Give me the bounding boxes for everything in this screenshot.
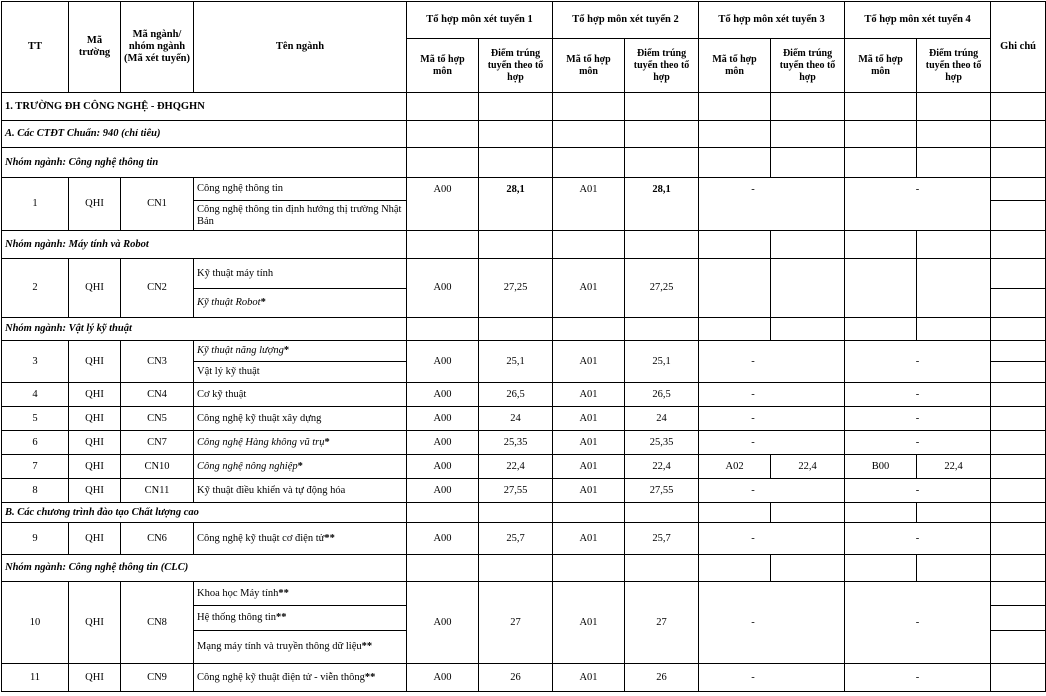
cell-name: Kỹ thuật Robot* bbox=[194, 289, 407, 318]
cell-note bbox=[991, 289, 1046, 318]
cell-code: CN8 bbox=[121, 582, 194, 664]
cell-combo-2: A01 bbox=[553, 407, 625, 431]
cell-note bbox=[991, 455, 1046, 479]
cell-combo-4: - bbox=[845, 431, 991, 455]
cell-score-1: 26 bbox=[479, 664, 553, 692]
table-row bbox=[2, 479, 1046, 503]
cell-name: Kỹ thuật năng lượng* bbox=[194, 341, 407, 362]
cell-note bbox=[991, 631, 1046, 664]
cell-score-1: 27 bbox=[479, 582, 553, 664]
cell-note bbox=[991, 523, 1046, 555]
cell-combo-1: A00 bbox=[407, 431, 479, 455]
cell-tt: 1 bbox=[2, 178, 69, 231]
cell-combo-3: - bbox=[699, 431, 845, 455]
table-row bbox=[2, 178, 1046, 201]
cell-score-1: 26,5 bbox=[479, 383, 553, 407]
cell-combo-3: - bbox=[699, 479, 845, 503]
cell-code: CN11 bbox=[121, 479, 194, 503]
header-ma-to-hop-1: Mã tổ hợp môn bbox=[407, 39, 479, 93]
cell-combo-2: A01 bbox=[553, 178, 625, 231]
header-to-hop-3: Tổ hợp môn xét tuyển 3 bbox=[699, 2, 845, 39]
cell-combo-4: B00 bbox=[845, 455, 917, 479]
cell-combo-2: A01 bbox=[553, 523, 625, 555]
cell-combo-1: A00 bbox=[407, 178, 479, 231]
cell-combo-1: A00 bbox=[407, 455, 479, 479]
cell-score-2: 27,25 bbox=[625, 259, 699, 318]
cell-score-4: 22,4 bbox=[917, 455, 991, 479]
cell-code: CN2 bbox=[121, 259, 194, 318]
cell-score-2: 25,1 bbox=[625, 341, 699, 383]
cell-school: QHI bbox=[69, 259, 121, 318]
cell-name: Công nghệ kỹ thuật cơ điện tử** bbox=[194, 523, 407, 555]
cell-school: QHI bbox=[69, 455, 121, 479]
header-tt: TT bbox=[2, 2, 69, 93]
cell-combo-3: - bbox=[699, 178, 845, 231]
cell-name: Hệ thống thông tin** bbox=[194, 606, 407, 631]
cell-code: CN5 bbox=[121, 407, 194, 431]
cell-name: Kỹ thuật máy tính bbox=[194, 259, 407, 289]
table-row bbox=[2, 407, 1046, 431]
header-ma-to-hop-3: Mã tổ hợp môn bbox=[699, 39, 771, 93]
section-row bbox=[2, 555, 1046, 582]
cell-school: QHI bbox=[69, 431, 121, 455]
cell-combo-3: - bbox=[699, 664, 845, 692]
table-row bbox=[2, 455, 1046, 479]
cell-code: CN1 bbox=[121, 178, 194, 231]
cell-code: CN3 bbox=[121, 341, 194, 383]
table-row bbox=[2, 664, 1046, 692]
cell-combo-3: - bbox=[699, 582, 845, 664]
cell-score-1: 28,1 bbox=[479, 178, 553, 231]
cell-combo-1: A00 bbox=[407, 341, 479, 383]
cell-combo-4: - bbox=[845, 178, 991, 231]
section-nhom-cntt: Nhóm ngành: Công nghệ thông tin bbox=[2, 148, 407, 178]
section-row bbox=[2, 231, 1046, 259]
cell-note bbox=[991, 664, 1046, 692]
cell-combo-2: A01 bbox=[553, 455, 625, 479]
table-row bbox=[2, 431, 1046, 455]
cell-combo-4: - bbox=[845, 523, 991, 555]
cell-note bbox=[991, 341, 1046, 362]
cell-name: Vật lý kỹ thuật bbox=[194, 362, 407, 383]
cell-tt: 8 bbox=[2, 479, 69, 503]
cell-school: QHI bbox=[69, 407, 121, 431]
header-to-hop-2: Tổ hợp môn xét tuyển 2 bbox=[553, 2, 699, 39]
cell-combo-3: - bbox=[699, 383, 845, 407]
cell-score-2: 26 bbox=[625, 664, 699, 692]
table-row bbox=[2, 259, 1046, 289]
cell-combo-1: A00 bbox=[407, 479, 479, 503]
section-row bbox=[2, 93, 1046, 121]
cell-name: Công nghệ Hàng không vũ trụ* bbox=[194, 431, 407, 455]
cell-combo-2: A01 bbox=[553, 582, 625, 664]
table-row bbox=[2, 383, 1046, 407]
cell-school: QHI bbox=[69, 383, 121, 407]
cell-combo-4: - bbox=[845, 479, 991, 503]
cell-score-1: 25,7 bbox=[479, 523, 553, 555]
cell-score-2: 26,5 bbox=[625, 383, 699, 407]
cell-school: QHI bbox=[69, 341, 121, 383]
section-school: 1. TRƯỜNG ĐH CÔNG NGHỆ - ĐHQGHN bbox=[2, 93, 407, 121]
cell-code: CN6 bbox=[121, 523, 194, 555]
section-nhom-robot: Nhóm ngành: Máy tính và Robot bbox=[2, 231, 407, 259]
cell-school: QHI bbox=[69, 582, 121, 664]
cell-score-3: 22,4 bbox=[771, 455, 845, 479]
cell-score-2: 24 bbox=[625, 407, 699, 431]
header-ghi-chu: Ghi chú bbox=[991, 2, 1046, 93]
cell-combo-1: A00 bbox=[407, 523, 479, 555]
section-a-chuan: A. Các CTĐT Chuẩn: 940 (chỉ tiêu) bbox=[2, 121, 407, 148]
section-nhom-vly: Nhóm ngành: Vật lý kỹ thuật bbox=[2, 318, 407, 341]
cell-tt: 7 bbox=[2, 455, 69, 479]
cell-tt: 10 bbox=[2, 582, 69, 664]
cell-combo-3: - bbox=[699, 341, 845, 383]
table-row bbox=[2, 582, 1046, 606]
cell-score-2: 25,7 bbox=[625, 523, 699, 555]
cell-combo-2: A01 bbox=[553, 383, 625, 407]
cell-score-1: 27,25 bbox=[479, 259, 553, 318]
cell-tt: 4 bbox=[2, 383, 69, 407]
cell-score-1: 25,35 bbox=[479, 431, 553, 455]
cell-name: Cơ kỹ thuật bbox=[194, 383, 407, 407]
cell-combo-1: A00 bbox=[407, 407, 479, 431]
table-row bbox=[2, 523, 1046, 555]
header-ma-nganh: Mã ngành/ nhóm ngành (Mã xét tuyển) bbox=[121, 2, 194, 93]
cell-name: Kỹ thuật điều khiển và tự động hóa bbox=[194, 479, 407, 503]
cell-note bbox=[991, 259, 1046, 289]
cell-combo-2: A01 bbox=[553, 431, 625, 455]
section-row bbox=[2, 121, 1046, 148]
header-diem-2: Điểm trúng tuyển theo tổ hợp bbox=[625, 39, 699, 93]
cell-combo-4: - bbox=[845, 664, 991, 692]
cell-tt: 2 bbox=[2, 259, 69, 318]
header-ma-to-hop-2: Mã tổ hợp môn bbox=[553, 39, 625, 93]
cell-name: Khoa học Máy tính** bbox=[194, 582, 407, 606]
cell-score-2: 27 bbox=[625, 582, 699, 664]
cell-combo-1: A00 bbox=[407, 664, 479, 692]
cell-note bbox=[991, 479, 1046, 503]
cell-note bbox=[991, 431, 1046, 455]
header-ten-nganh: Tên ngành bbox=[194, 2, 407, 93]
cell-note bbox=[991, 606, 1046, 631]
cell-score-2: 28,1 bbox=[625, 178, 699, 231]
table-row bbox=[2, 341, 1046, 362]
cell-combo-3: - bbox=[699, 407, 845, 431]
cell-code: CN7 bbox=[121, 431, 194, 455]
cell-school: QHI bbox=[69, 523, 121, 555]
cell-school: QHI bbox=[69, 178, 121, 231]
cell-combo-1: A00 bbox=[407, 383, 479, 407]
cell-score-1: 24 bbox=[479, 407, 553, 431]
cell-name: Công nghệ thông tin bbox=[194, 178, 407, 201]
header-diem-1: Điểm trúng tuyển theo tổ hợp bbox=[479, 39, 553, 93]
cell-school: QHI bbox=[69, 479, 121, 503]
cell-name: Công nghệ kỹ thuật điện tử - viễn thông** bbox=[194, 664, 407, 692]
cell-tt: 9 bbox=[2, 523, 69, 555]
header-to-hop-4: Tổ hợp môn xét tuyển 4 bbox=[845, 2, 991, 39]
cell-name: Công nghệ nông nghiệp* bbox=[194, 455, 407, 479]
header-to-hop-1: Tổ hợp môn xét tuyển 1 bbox=[407, 2, 553, 39]
cell-score-1: 25,1 bbox=[479, 341, 553, 383]
cell-code: CN4 bbox=[121, 383, 194, 407]
cell-combo-4: - bbox=[845, 341, 991, 383]
cell-tt: 5 bbox=[2, 407, 69, 431]
header-diem-3: Điểm trúng tuyển theo tổ hợp bbox=[771, 39, 845, 93]
cell-combo-2: A01 bbox=[553, 479, 625, 503]
cell-code: CN10 bbox=[121, 455, 194, 479]
section-row bbox=[2, 503, 1046, 523]
section-b-clc: B. Các chương trình đào tạo Chất lượng cao bbox=[2, 503, 407, 523]
cell-combo-2: A01 bbox=[553, 341, 625, 383]
cell-combo-1: A00 bbox=[407, 582, 479, 664]
header-diem-4: Điểm trúng tuyển theo tổ hợp bbox=[917, 39, 991, 93]
cell-note bbox=[991, 407, 1046, 431]
cell-combo-4: - bbox=[845, 383, 991, 407]
cell-score-2: 27,55 bbox=[625, 479, 699, 503]
cell-code: CN9 bbox=[121, 664, 194, 692]
header-row-1 bbox=[2, 2, 1046, 39]
section-nhom-cntt-clc: Nhóm ngành: Công nghệ thông tin (CLC) bbox=[2, 555, 407, 582]
cell-combo-2: A01 bbox=[553, 664, 625, 692]
cell-name: Công nghệ kỹ thuật xây dựng bbox=[194, 407, 407, 431]
cell-combo-1: A00 bbox=[407, 259, 479, 318]
admission-scores-table bbox=[1, 1, 1046, 692]
section-row bbox=[2, 148, 1046, 178]
cell-combo-2: A01 bbox=[553, 259, 625, 318]
cell-score-1: 22,4 bbox=[479, 455, 553, 479]
cell-score-2: 22,4 bbox=[625, 455, 699, 479]
cell-note bbox=[991, 201, 1046, 231]
cell-combo-4: - bbox=[845, 582, 991, 664]
cell-tt: 6 bbox=[2, 431, 69, 455]
cell-tt: 3 bbox=[2, 341, 69, 383]
cell-score-2: 25,35 bbox=[625, 431, 699, 455]
cell-note bbox=[991, 582, 1046, 606]
header-ma-to-hop-4: Mã tổ hợp môn bbox=[845, 39, 917, 93]
cell-combo-4: - bbox=[845, 407, 991, 431]
cell-school: QHI bbox=[69, 664, 121, 692]
cell-combo-3: A02 bbox=[699, 455, 771, 479]
cell-name: Công nghệ thông tin định hướng thị trường Nhật Bản bbox=[194, 201, 407, 231]
cell-combo-3: - bbox=[699, 523, 845, 555]
cell-score-1: 27,55 bbox=[479, 479, 553, 503]
cell-name: Mạng máy tính và truyền thông dữ liệu** bbox=[194, 631, 407, 664]
cell-note bbox=[991, 178, 1046, 201]
cell-note bbox=[991, 383, 1046, 407]
section-row bbox=[2, 318, 1046, 341]
cell-note bbox=[991, 362, 1046, 383]
cell-tt: 11 bbox=[2, 664, 69, 692]
header-ma-truong: Mã trường bbox=[69, 2, 121, 93]
